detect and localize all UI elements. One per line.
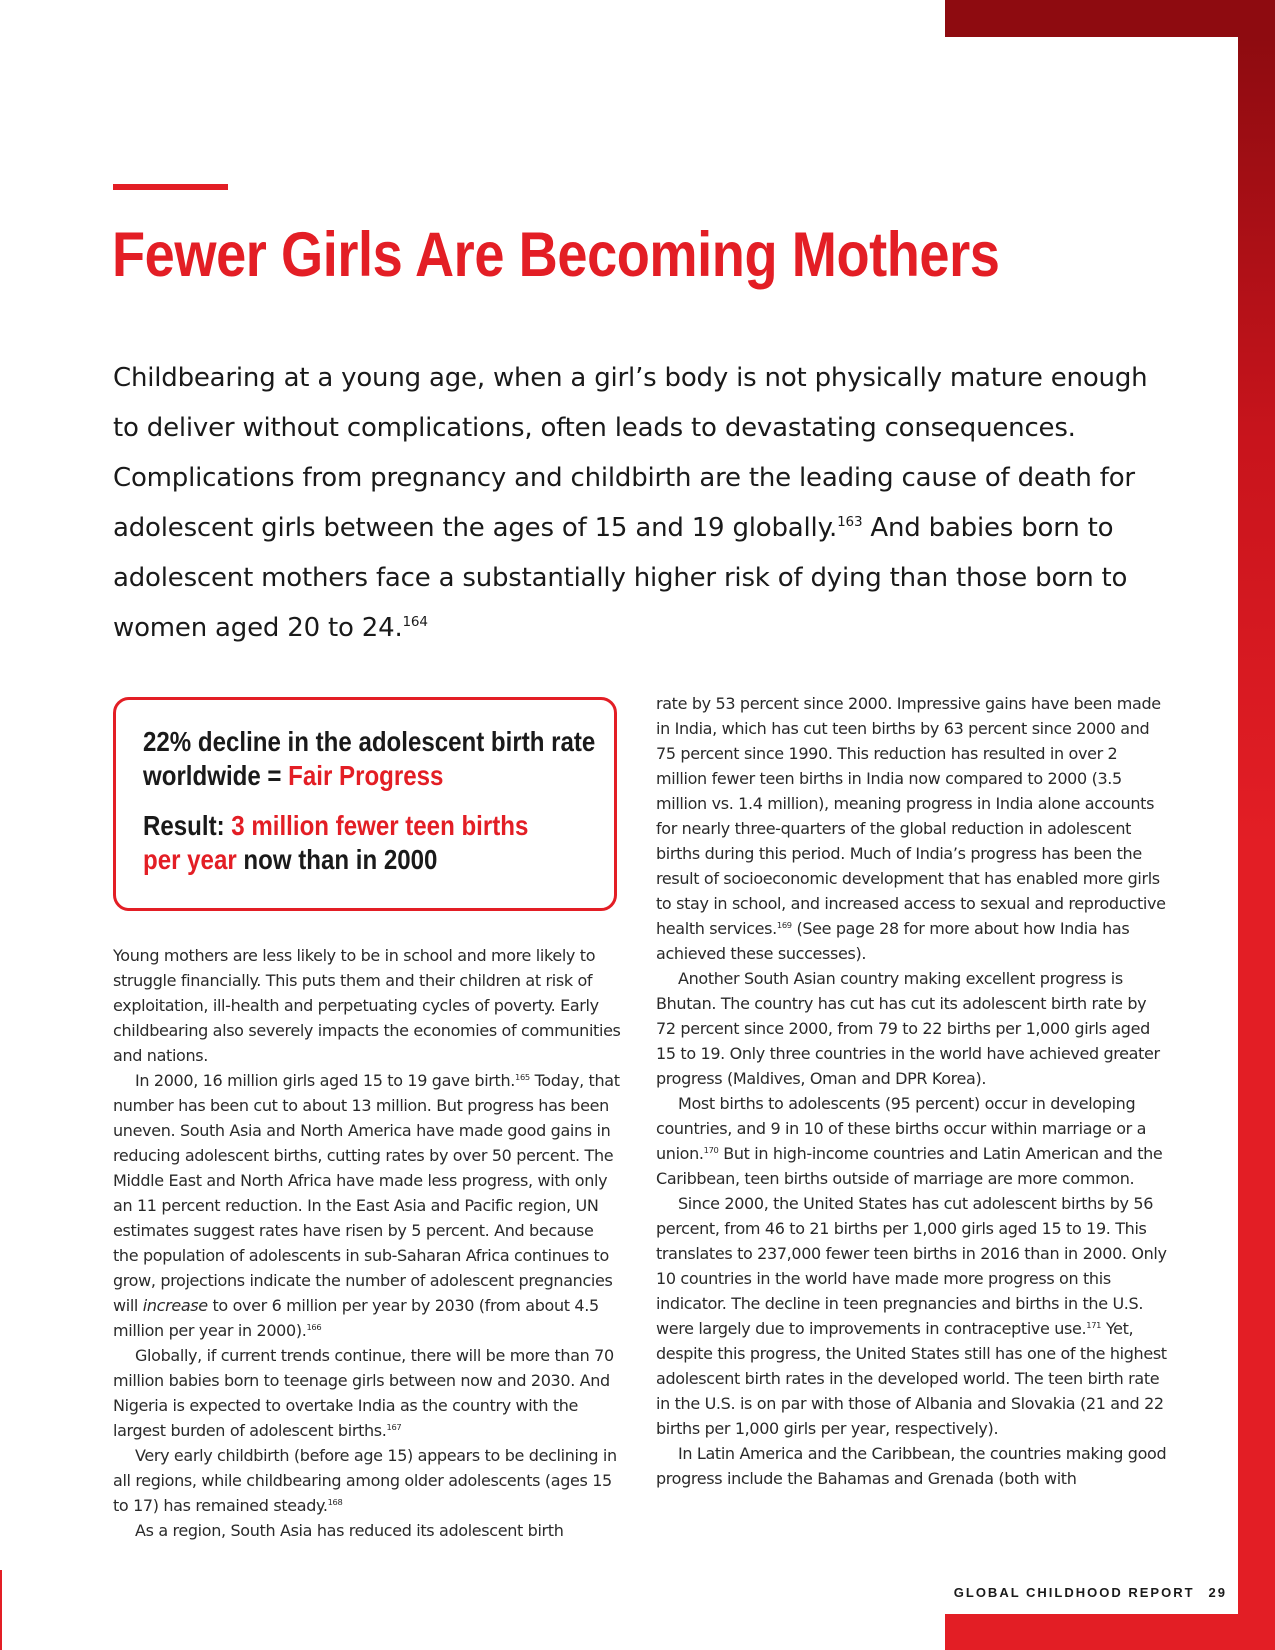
body-paragraph: Young mothers are less likely to be in school and more likely to struggle financially. This puts them and their children at risk of exploitation, ill-health and perpetuating cycles of poverty. Early childbearing also severely impacts the economies of communities and nations. [113, 946, 621, 1065]
body-text: (See page 28 for more about how India has achieved these successes). [656, 919, 1130, 963]
right-edge-bar [1238, 37, 1275, 1650]
callout-line-1: 22% decline in the adolescent birth rate [143, 726, 596, 757]
report-name: GLOBAL CHILDHOOD REPORT [953, 1585, 1195, 1600]
body-paragraph: Another South Asian country making excellent progress is Bhutan. The country has cut has cut its adolescent birth rate by 72 percent since 2000, from 79 to 22 births per 1,000 girls aged 15 to 19. Only three countries in the world have achieved greater progress (Maldives, Oman and DPR Korea). [656, 969, 1160, 1088]
body-text: to over 6 million per year by 2030 (from about 4.5 million per year in 2000). [113, 1296, 599, 1340]
footnote-ref: 164 [402, 613, 428, 630]
result-label: Result: [143, 810, 232, 841]
result-value-cont: per year [143, 844, 237, 875]
body-text: But in high-income countries and Latin American and the Caribbean, teen births outside of marriage are more common. [656, 1144, 1163, 1188]
body-text: Globally, if current trends continue, there will be more than 70 million babies born to teenage girls between now and 2030. And Nigeria is expected to overtake India as the country with the largest burden of adolescent births. [113, 1346, 614, 1440]
footnote-ref: 169 [776, 919, 792, 930]
page-number: 29 [1208, 1585, 1227, 1600]
callout-box [113, 697, 617, 911]
body-text: Most births to adolescents (95 percent) occur in developing countries, and 9 in 10 of these births occur within marriage or a union. [656, 1094, 1147, 1163]
left-edge-mark [0, 1570, 2, 1650]
footnote-ref: 163 [837, 513, 863, 530]
body-paragraph [656, 691, 1168, 966]
footnote-ref: 168 [327, 1496, 343, 1507]
body-paragraph [113, 1443, 621, 1518]
intro-paragraph [113, 353, 1173, 653]
right-column [656, 691, 1168, 1491]
callout-content [143, 725, 595, 877]
page-footer [954, 1585, 1227, 1600]
title-rule [113, 184, 228, 190]
top-corner-bar [945, 0, 1275, 37]
footnote-ref: 171 [1086, 1319, 1102, 1330]
footnote-ref: 166 [306, 1321, 322, 1332]
footnote-ref: 167 [386, 1421, 402, 1432]
body-text: rate by 53 percent since 2000. Impressive gains have been made in India, which has cut teen births by 63 percent since 2000 and 75 percent since 1990. This reduction has resulted in over 2 million fewer teen births in India now compared to 2000 (3.5 million vs. 1.4 million), meaning progress in India alone accounts for nearly three-quarters of the global reduction in adolescent births during this period. Much of India’s progress has been the result of socioeconomic development that has enabled more girls to stay in school, and increased access to sexual and reproductive health services. [656, 694, 1166, 938]
callout-result [143, 809, 595, 877]
body-paragraph [656, 1191, 1168, 1441]
body-text: Since 2000, the United States has cut adolescent births by 56 percent, from 46 to 21 births per 1,000 girls aged 15 to 19. This translates to 237,000 fewer teen births in 2016 than in 2000. Only 10 countries in the world have made more progress on this indicator. The decline in teen pregnancies and births in the U.S. were largely due to improvements in contraceptive use. [656, 1194, 1167, 1338]
bottom-corner-bar [945, 1614, 1275, 1650]
footnote-ref: 170 [703, 1144, 719, 1155]
body-text: In 2000, 16 million girls aged 15 to 19 gave birth. [135, 1071, 515, 1090]
body-text: Today, that number has been cut to about 13 million. But progress has been uneven. South Asia and North America have made good gains in reducing adolescent births, cutting rates by over 50 percent. The Middle East and North Africa have made less progress, with only an 11 percent reduction. In the East Asia and Pacific region, UN estimates suggest rates have risen by 5 percent. And because the population of adolescents in sub-Saharan Africa continues to grow, projections indicate the number of adolescent pregnancies will [113, 1071, 620, 1315]
result-tail: now than in 2000 [236, 844, 438, 875]
body-paragraph [113, 1068, 621, 1343]
intro-text: And babies born to adolescent mothers face a substantially higher risk of dying than those born to women aged 20 to 24. [113, 513, 1128, 643]
body-text: Yet, despite this progress, the United States still has one of the highest adolescent birth rates in the developed world. The teen birth rate in the U.S. is on par with those of Albania and Slovakia (21 and 22 births per 1,000 girls per year, respectively). [656, 1319, 1167, 1438]
body-paragraph [656, 1091, 1168, 1191]
result-value: 3 million fewer teen births [231, 810, 529, 841]
callout-line-2: worldwide = [143, 760, 289, 791]
footnote-ref: 165 [515, 1071, 530, 1082]
body-text: Very early childbirth (before age 15) appears to be declining in all regions, while childbearing among older adolescents (ages 15 to 17) has remained steady. [113, 1446, 617, 1515]
body-paragraph: As a region, South Asia has reduced its adolescent birth [135, 1521, 564, 1540]
callout-rating: Fair Progress [288, 760, 444, 791]
intro-text: Childbearing at a young age, when a girl’s body is not physically mature enough to deliver without complications, often leads to devastating consequences. Complications from pregnancy and childbirth are the leading cause of death for adolescent girls between the ages of 15 and 19 globally. [113, 363, 1148, 543]
callout-stat [143, 725, 595, 793]
body-paragraph: In Latin America and the Caribbean, the countries making good progress include the Bahamas and Grenada (both with [656, 1444, 1167, 1488]
emphasis-text: increase [142, 1296, 208, 1315]
body-paragraph [113, 1343, 621, 1443]
page-title: Fewer Girls Are Becoming Mothers [112, 220, 1000, 290]
left-column [113, 943, 621, 1543]
